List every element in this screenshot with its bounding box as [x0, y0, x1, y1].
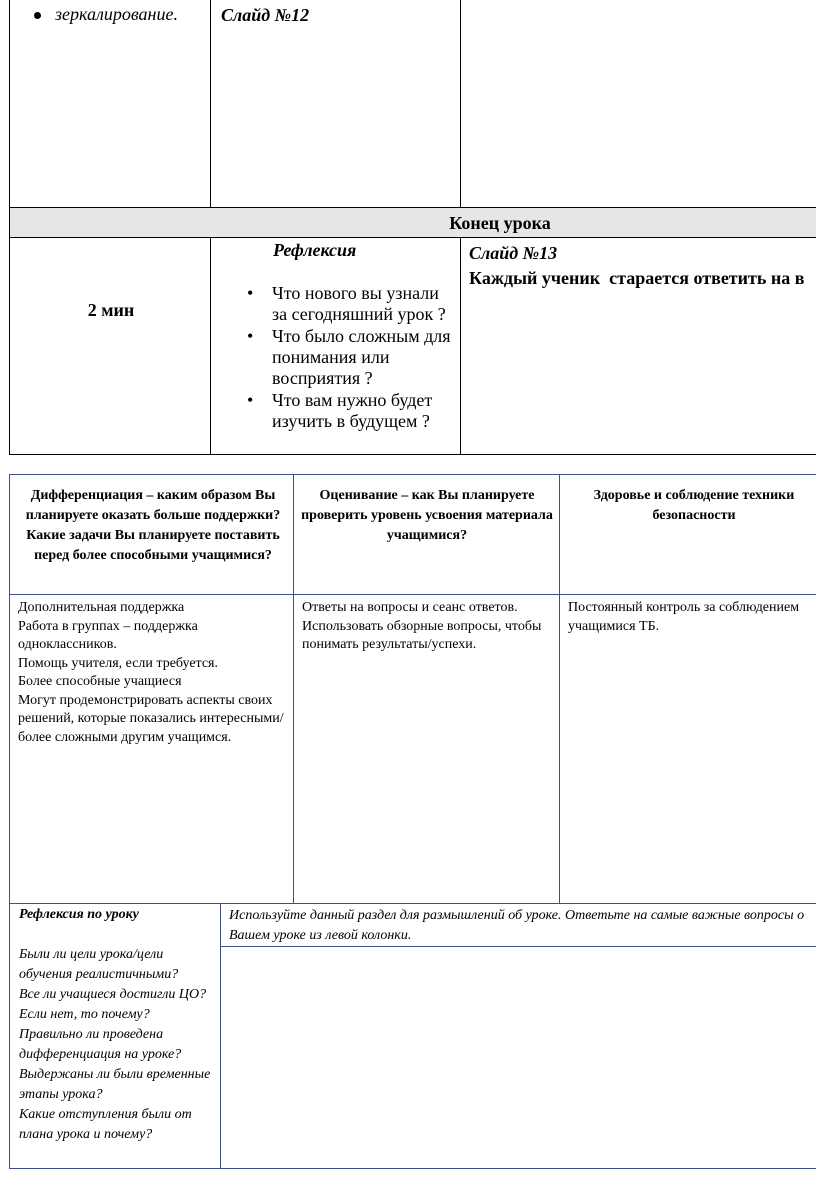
slide12-label: Слайд №12: [221, 5, 310, 25]
assessment-header-text: Оценивание – как Вы планируете проверить уровень усвоения материала учащимися?: [301, 488, 553, 543]
reflection-instruction-cell: [221, 903, 816, 947]
reflection-question: • Что нового вы узнали за сегодняшний урок ?: [247, 283, 452, 325]
diff-line: Дополнительная поддержка: [18, 600, 185, 615]
reflection-question-list: [247, 283, 452, 432]
diff-content: [18, 599, 290, 747]
safety-content-cell: [560, 594, 816, 904]
end-of-lesson-title: Конец урока: [449, 213, 551, 233]
row1-col2-cell: [211, 0, 461, 207]
slide13-label: Слайд №13: [469, 243, 558, 263]
diff-header-text: Дифференциация – каким образом Вы планируете оказать больше поддержки? Какие задачи Вы планируете поставить перед более способными учащимися?: [25, 488, 281, 563]
reflection-q: Правильно ли проведена дифференциация на уроке?: [19, 1027, 182, 1062]
student-task-text: Каждый ученик старается ответить на в: [469, 268, 805, 288]
reflection-question: • Что вам нужно будет изучить в будущем ?: [247, 390, 452, 432]
assessment-header-cell: [294, 474, 560, 594]
end-of-lesson-row: [9, 207, 816, 238]
reflection-q: Все ли учащиеся достигли ЦО?: [19, 987, 207, 1002]
reflection-questions: [19, 905, 219, 1145]
diff-line: Работа в группах – поддержка одноклассников.: [18, 618, 198, 652]
reflection-q: Какие отступления были от плана урока и почему?: [19, 1107, 192, 1142]
assessment-line: Ответы на вопросы и сеанс ответов.: [302, 600, 518, 615]
reflection-answer-area[interactable]: [221, 947, 816, 1169]
safety-header-cell: [560, 474, 816, 594]
diff-line: Более способные учащиеся: [18, 674, 182, 689]
assessment-content-cell: [294, 594, 560, 904]
reflection-q: Выдержаны ли были временные этапы урока?: [19, 1067, 211, 1102]
safety-line: Постоянный контроль за соблюдением учащимися ТБ.: [568, 600, 800, 634]
diff-line: Помощь учителя, если требуется.: [18, 655, 218, 671]
bullet-item: [34, 3, 212, 25]
row3-slide-cell: [461, 238, 816, 455]
reflection-instruction: Используйте данный раздел для размышлений об уроке. Ответьте на самые важные вопросы о Вашем уроке из левой колонки.: [229, 908, 805, 943]
row1-col1-cell: [9, 0, 211, 207]
assessment-line: Использовать обзорные вопросы, чтобы понимать результаты/успехи.: [302, 618, 542, 652]
row3-time-cell: [9, 238, 211, 455]
diff-line: Могут продемонстрировать аспекты своих решений, которые показались интересными/более сложными другим учащимся.: [18, 692, 284, 745]
lesson-plan-top-table: [0, 0, 816, 455]
reflection-question: • Что было сложным для понимания или восприятия ?: [247, 326, 452, 389]
assessment-content: [302, 599, 556, 655]
time-label: 2 мин: [87, 300, 135, 320]
differentiation-table: [0, 474, 816, 904]
reflection-q: Были ли цели урока/цели обучения реалистичными?: [19, 947, 179, 982]
lesson-reflection-title: Рефлексия по уроку: [19, 907, 139, 922]
safety-content: [568, 599, 808, 636]
reflection-questions-cell: [9, 903, 221, 1169]
row3-reflection-cell: [211, 238, 461, 455]
lesson-reflection-table: [0, 903, 816, 1169]
bullet-icon: [34, 12, 41, 19]
diff-header-cell: [9, 474, 294, 594]
safety-header-text: Здоровье и соблюдение техники безопасности: [593, 488, 795, 523]
diff-content-cell: [9, 594, 294, 904]
mirroring-text: зеркалирование.: [55, 4, 178, 24]
reflection-q: Если нет, то почему?: [19, 1007, 150, 1022]
reflection-title: Рефлексия: [273, 240, 357, 260]
